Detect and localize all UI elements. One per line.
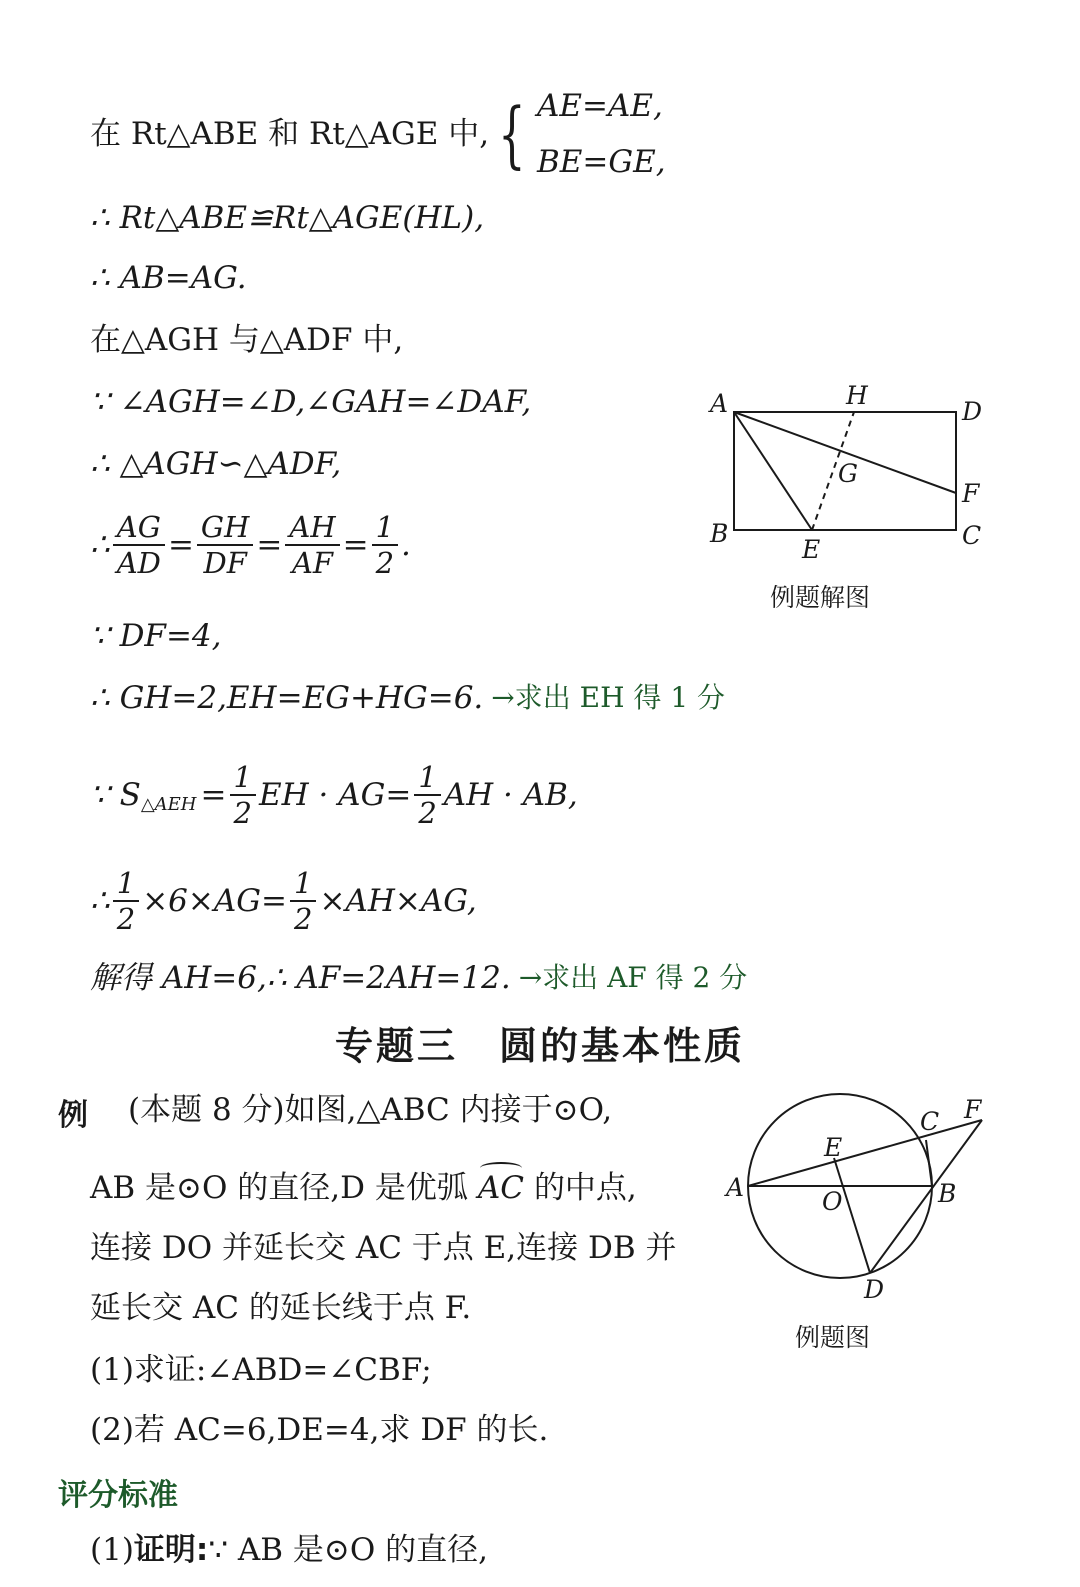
example-line-1: (本题 8 分)如图,△ABC 内接于⊙O, bbox=[128, 1092, 613, 1128]
equation-system bbox=[537, 78, 666, 190]
segment-BC bbox=[926, 1140, 932, 1186]
example-line-2 bbox=[90, 1168, 637, 1208]
numerator: 1 bbox=[372, 510, 398, 546]
expr-part: ×6×AG= bbox=[142, 883, 287, 919]
fraction bbox=[113, 866, 139, 936]
solution-line-3: ∴ AB=AG. bbox=[90, 260, 247, 296]
example-line-4: 延长交 AC 的延长线于点 F. bbox=[90, 1290, 472, 1326]
fraction bbox=[414, 760, 440, 830]
numerator: 1 bbox=[414, 760, 440, 796]
label-O: O bbox=[822, 1187, 843, 1216]
question-2: (2)若 AC=6,DE=4,求 DF 的长. bbox=[90, 1412, 549, 1448]
label-F: F bbox=[964, 1095, 982, 1124]
fraction bbox=[230, 760, 256, 830]
equals-sign: = bbox=[200, 777, 227, 813]
line-text: AB 是⊙O 的直径,D 是优弧 bbox=[90, 1170, 468, 1206]
label-G: G bbox=[838, 459, 858, 488]
arc-AC: AC bbox=[477, 1170, 524, 1206]
fraction bbox=[197, 510, 253, 580]
solution-line-8: ∵ DF=4, bbox=[90, 618, 222, 654]
criteria-title: 评分标准 bbox=[58, 1478, 178, 1513]
numerator: AG bbox=[113, 510, 165, 546]
equals-sign: = bbox=[256, 527, 283, 563]
score-note: →求出 AF 得 2 分 bbox=[518, 961, 748, 994]
label-C: C bbox=[962, 521, 982, 550]
equals-sign: = bbox=[167, 527, 194, 563]
question-1: (1)求证:∠ABD=∠CBF; bbox=[90, 1352, 432, 1388]
label-F: F bbox=[962, 479, 980, 508]
system-eq-1: AE=AE, bbox=[536, 88, 663, 124]
denominator: 2 bbox=[294, 902, 313, 936]
solution-line-1 bbox=[90, 78, 666, 190]
numerator: 1 bbox=[230, 760, 256, 796]
period: . bbox=[401, 527, 411, 563]
label-H: H bbox=[846, 381, 868, 410]
score-note: →求出 EH 得 1 分 bbox=[491, 681, 726, 714]
label-C: C bbox=[920, 1107, 940, 1136]
label-A: A bbox=[710, 389, 729, 418]
line-AF bbox=[748, 1120, 982, 1186]
expr-part: ×AH×AG, bbox=[319, 883, 477, 919]
solution-line-2: ∴ Rt△ABE≌Rt△AGE(HL), bbox=[90, 200, 485, 236]
fraction bbox=[113, 510, 165, 580]
expr-part: AH · AB, bbox=[443, 777, 578, 813]
denominator: 2 bbox=[116, 902, 136, 936]
item-number: (1) bbox=[90, 1532, 134, 1568]
figure1-caption: 例题解图 bbox=[770, 583, 871, 612]
numerator: AH bbox=[285, 510, 339, 546]
solution-line-6: ∴ △AGH∽△ADF, bbox=[90, 446, 342, 482]
solution-line-7 bbox=[90, 510, 411, 580]
denominator: 2 bbox=[375, 546, 395, 580]
solution-line-9 bbox=[90, 678, 725, 718]
denominator: 2 bbox=[418, 796, 437, 830]
criteria-line-1 bbox=[90, 1530, 488, 1570]
denominator: AF bbox=[291, 546, 334, 580]
solution-line-4: 在△AGH 与△ADF 中, bbox=[90, 322, 404, 358]
topic-title: 专题三 圆的基本性质 bbox=[334, 1024, 745, 1068]
numerator: GH bbox=[197, 510, 253, 546]
label-E: E bbox=[802, 535, 821, 560]
fraction bbox=[290, 866, 316, 936]
figure-circle-diagram bbox=[720, 1090, 1000, 1310]
line-text: ∴ GH=2,EH=EG+HG=6. bbox=[90, 680, 484, 716]
denominator: 2 bbox=[233, 796, 252, 830]
solution-line-11 bbox=[90, 866, 477, 936]
line-text: 在 Rt△ABE 和 Rt△AGE 中, bbox=[90, 116, 490, 152]
solution-line-10 bbox=[90, 760, 578, 830]
proof-label: 证明: bbox=[133, 1532, 209, 1568]
segment-AE bbox=[734, 412, 812, 530]
therefore-symbol: ∴ bbox=[90, 883, 110, 919]
because-s: ∵ S bbox=[90, 777, 141, 813]
system-eq-2: BE=GE, bbox=[536, 144, 666, 180]
example-line-3: 连接 DO 并延长交 AC 于点 E,连接 DB 并 bbox=[90, 1230, 677, 1266]
label-A: A bbox=[726, 1173, 745, 1202]
example-tag: 例 bbox=[58, 1098, 88, 1133]
label-B: B bbox=[938, 1179, 957, 1208]
solution-line-12 bbox=[90, 958, 747, 998]
label-D: D bbox=[962, 397, 983, 426]
solution-line-5: ∵ ∠AGH=∠D,∠GAH=∠DAF, bbox=[90, 384, 532, 420]
therefore-symbol: ∴ bbox=[90, 527, 110, 563]
fraction bbox=[372, 510, 398, 580]
figure2-caption: 例题图 bbox=[795, 1323, 871, 1352]
expr-part: EH · AG= bbox=[258, 777, 412, 813]
label-E: E bbox=[824, 1133, 843, 1162]
label-D: D bbox=[864, 1275, 885, 1304]
line-text: 的中点, bbox=[533, 1170, 637, 1206]
label-B: B bbox=[710, 519, 729, 548]
numerator: 1 bbox=[113, 866, 139, 902]
fraction bbox=[285, 510, 339, 580]
line-text: 解得 AH=6,∴ AF=2AH=12. bbox=[90, 960, 511, 996]
brace-symbol: { bbox=[498, 92, 526, 176]
denominator: AD bbox=[116, 546, 161, 580]
subscript: △AEH bbox=[140, 794, 197, 815]
line-text: ∵ AB 是⊙O 的直径, bbox=[208, 1532, 489, 1568]
denominator: DF bbox=[203, 546, 247, 580]
equals-sign: = bbox=[342, 527, 369, 563]
figure-rectangle-diagram bbox=[700, 380, 1000, 560]
numerator: 1 bbox=[290, 866, 316, 902]
